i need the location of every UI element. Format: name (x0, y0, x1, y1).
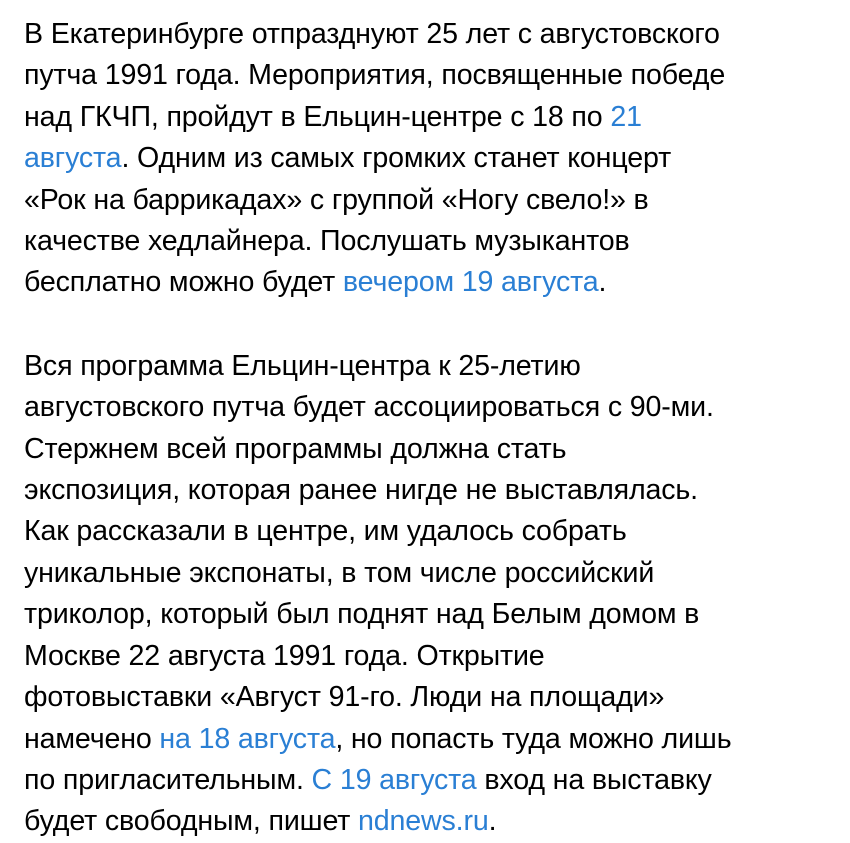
text-line (24, 221, 830, 262)
text-segment: Стержнем всей программы должна стать (24, 432, 567, 465)
text-segment: Москве 22 августа 1991 года. Открытие (24, 639, 545, 672)
text-segment: экспозиция, которая ранее нигде не выставлялась. (24, 474, 698, 507)
text-segment: по пригласительным. (24, 763, 312, 796)
text-segment: , но попасть туда можно лишь (335, 722, 732, 755)
inline-link[interactable]: августа (24, 142, 122, 175)
text-line (24, 429, 830, 470)
text-line (24, 387, 830, 428)
text-segment: В Екатеринбурге отпразднуют 25 лет с августовского (24, 18, 720, 50)
text-line (24, 180, 830, 221)
text-line (24, 14, 830, 55)
text-line (24, 262, 830, 303)
inline-link[interactable]: ndnews.ru (358, 805, 489, 838)
inline-link[interactable]: 21 (610, 100, 642, 133)
text-line (24, 636, 830, 677)
inline-link[interactable]: вечером 19 августа (342, 266, 599, 299)
text-line (24, 346, 830, 387)
text-segment: фотовыставки «Август 91-го. Люди на площади» (24, 681, 665, 714)
text-segment: качестве хедлайнера. Послушать музыкантов (24, 225, 630, 258)
text-segment: путча 1991 года. Мероприятия, посвященные победе (24, 59, 726, 92)
text-segment: триколор, который был поднят над Белым домом в (24, 598, 700, 631)
text-line (24, 677, 830, 718)
text-segment: Вся программа Ельцин-центра к 25-летию (24, 349, 581, 382)
text-segment: Как рассказали в центре, им удалось собрать (24, 515, 627, 548)
text-segment: бесплатно можно будет (24, 266, 343, 299)
text-segment: вход на выставку (476, 763, 712, 796)
text-segment: «Рок на баррикадах» с группой «Ногу свело!» в (24, 183, 649, 216)
text-line (24, 511, 830, 552)
text-segment: . (488, 805, 497, 838)
text-segment: . Одним из самых громких станет концерт (121, 142, 672, 175)
paragraph-1 (24, 14, 830, 304)
text-segment: намечено (24, 722, 160, 755)
text-segment: уникальные экспонаты, в том числе российский (24, 556, 655, 589)
text-line (24, 470, 830, 511)
text-line (24, 138, 830, 179)
text-line (24, 553, 830, 594)
text-line (24, 97, 830, 138)
inline-link[interactable]: С 19 августа (311, 763, 477, 796)
text-line (24, 594, 830, 635)
text-line (24, 55, 830, 96)
text-segment: августовского путча будет ассоциироваться с 90-ми. (24, 391, 714, 424)
text-line (24, 719, 830, 760)
inline-link[interactable]: на 18 августа (159, 722, 336, 755)
text-segment: . (598, 266, 607, 299)
text-line (24, 760, 830, 801)
text-segment: над ГКЧП, пройдут в Ельцин-центре с 18 по (24, 100, 611, 133)
paragraph-2 (24, 346, 830, 843)
text-segment: будет свободным, пишет (24, 805, 359, 838)
text-line (24, 801, 830, 842)
